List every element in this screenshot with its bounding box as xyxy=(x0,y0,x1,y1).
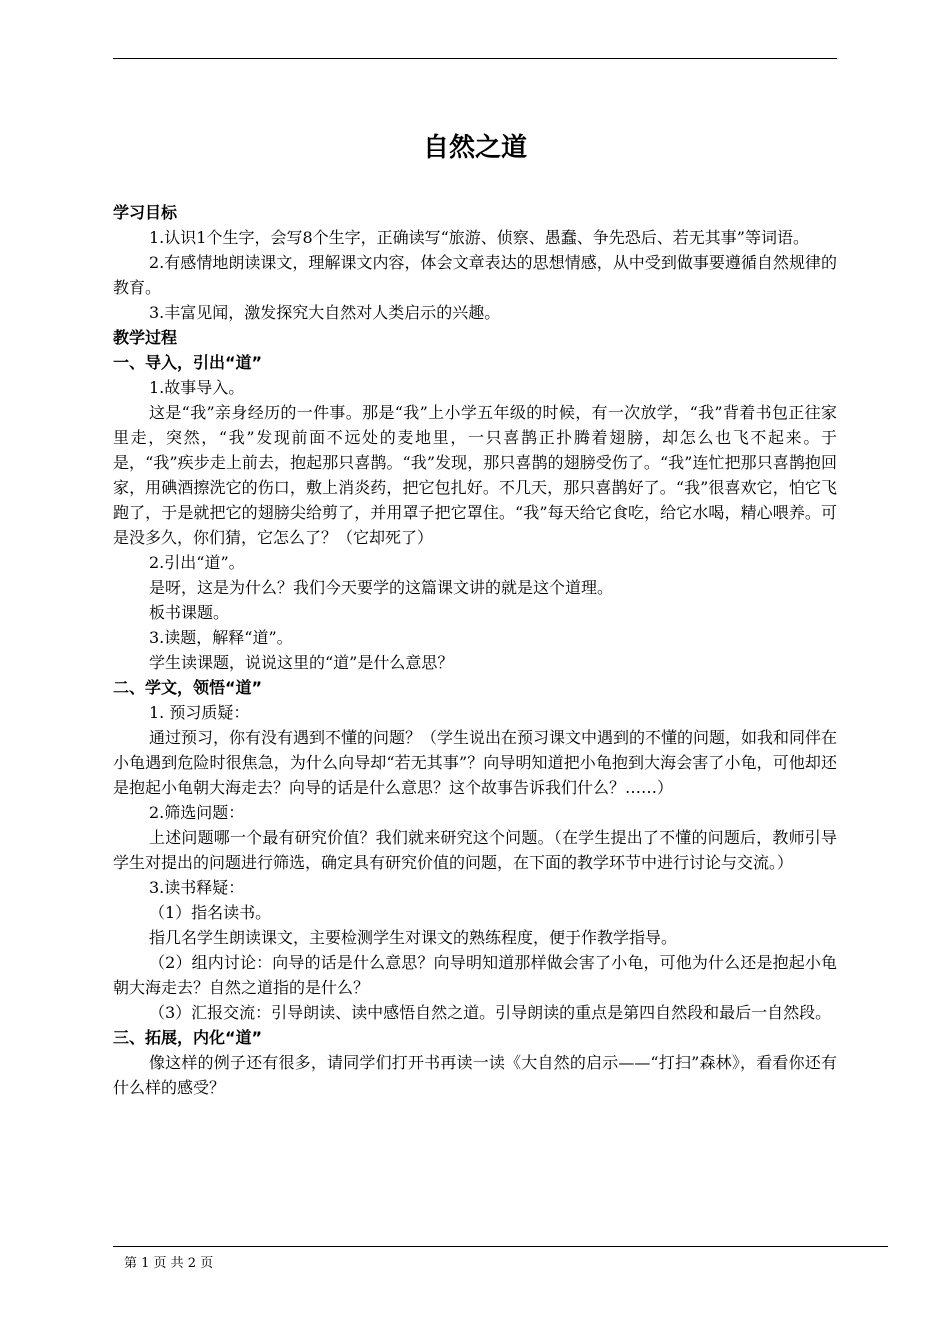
process-heading: 教学过程 xyxy=(113,328,178,347)
goal-item: 1.认识1个生字，会写8个生字，正确读写“旅游、侦察、愚蠢、争先恐后、若无其事”等词语。 xyxy=(149,228,809,247)
paragraph: 上述问题哪一个最有研究价值？我们就来研究这个问题。（在学生提出了不懂的问题后，教师引导学生对提出的问题进行筛选，确定具有研究价值的问题，在下面的教学环节中进行讨论与交流。） xyxy=(113,828,837,872)
paragraph: （2）组内讨论：向导的话是什么意思？向导明知道那样做会害了小龟，可他为什么还是抱起小龟朝大海走去？自然之道指的是什么？ xyxy=(113,953,837,997)
footer-rule xyxy=(113,1246,888,1247)
paragraph: 这是“我”亲身经历的一件事。那是“我”上小学五年级的时候，有一次放学，“我”背着书包正往家里走，突然，“我”发现前面不远处的麦地里，一只喜鹊正扑腾着翅膀，却怎么也飞不起来。于是，“我”疾步走上前去，抱起那只喜鹊。“我”发现，那只喜鹊的翅膀受伤了。“我”连忙把那只喜鹊抱回家，用碘酒擦洗它的伤口，敷上消炎药，把它包扎好。不几天，那只喜鹊好了。“我”很喜欢它，怕它飞跑了，于是就把它的翅膀尖给剪了，并用罩子把它罩住。“我”每天给它食吃，给它水喝，精心喂养。可是没多久，你们猜，它怎么了？（它却死了） xyxy=(113,403,837,547)
paragraph: 像这样的例子还有很多，请同学们打开书再读一读《大自然的启示——“打扫”森林》，看看你还有什么样的感受？ xyxy=(113,1053,837,1097)
paragraph: 板书课题。 xyxy=(149,603,230,622)
section-heading-1: 一、导入，引出“道” xyxy=(113,353,263,372)
document-body xyxy=(113,200,837,1100)
paragraph: 学生读课题，说说这里的“道”是什么意思？ xyxy=(149,653,454,672)
section-heading-2: 二、学文，领悟“道” xyxy=(113,678,263,697)
paragraph: 2.引出“道”。 xyxy=(149,553,245,572)
paragraph: 通过预习，你有没有遇到不懂的问题？（学生说出在预习课文中遇到的不懂的问题，如我和同伴在小龟遇到危险时很焦急，为什么向导却“若无其事”？向导明知道把小龟抱到大海会害了小龟，可他却还是抱起小龟朝大海走去？向导的话是什么意思？这个故事告诉我们什么？……） xyxy=(113,728,838,797)
paragraph: （1）指名读书。 xyxy=(149,903,272,922)
goal-item: 3.丰富见闻，激发探究大自然对人类启示的兴趣。 xyxy=(149,303,501,322)
paragraph: 1.故事导入。 xyxy=(149,378,245,397)
paragraph: 3.读题，解释“道”。 xyxy=(149,628,293,647)
paragraph: 是呀，这是为什么？我们今天要学的这篇课文讲的就是这个道理。 xyxy=(149,578,614,597)
paragraph: 1. 预习质疑： xyxy=(149,703,250,722)
section-heading-3: 三、拓展，内化“道” xyxy=(113,1028,263,1047)
paragraph: 2.筛选问题： xyxy=(149,803,245,822)
header-rule xyxy=(113,58,837,59)
paragraph: （3）汇报交流：引导朗读、读中感悟自然之道。引导朗读的重点是第四自然段和最后一自然段。 xyxy=(149,1003,832,1022)
goal-item: 2.有感情地朗读课文，理解课文内容，体会文章表达的思想情感，从中受到做事要遵循自然规律的教育。 xyxy=(113,253,837,297)
goals-heading: 学习目标 xyxy=(113,203,178,222)
page-number: 第 1 页 共 2 页 xyxy=(124,1256,214,1271)
page-title: 自然之道 xyxy=(422,133,527,163)
paragraph: 指几名学生朗读课文，主要检测学生对课文的熟练程度，便于作教学指导。 xyxy=(149,928,678,947)
paragraph: 3.读书释疑： xyxy=(149,878,245,897)
